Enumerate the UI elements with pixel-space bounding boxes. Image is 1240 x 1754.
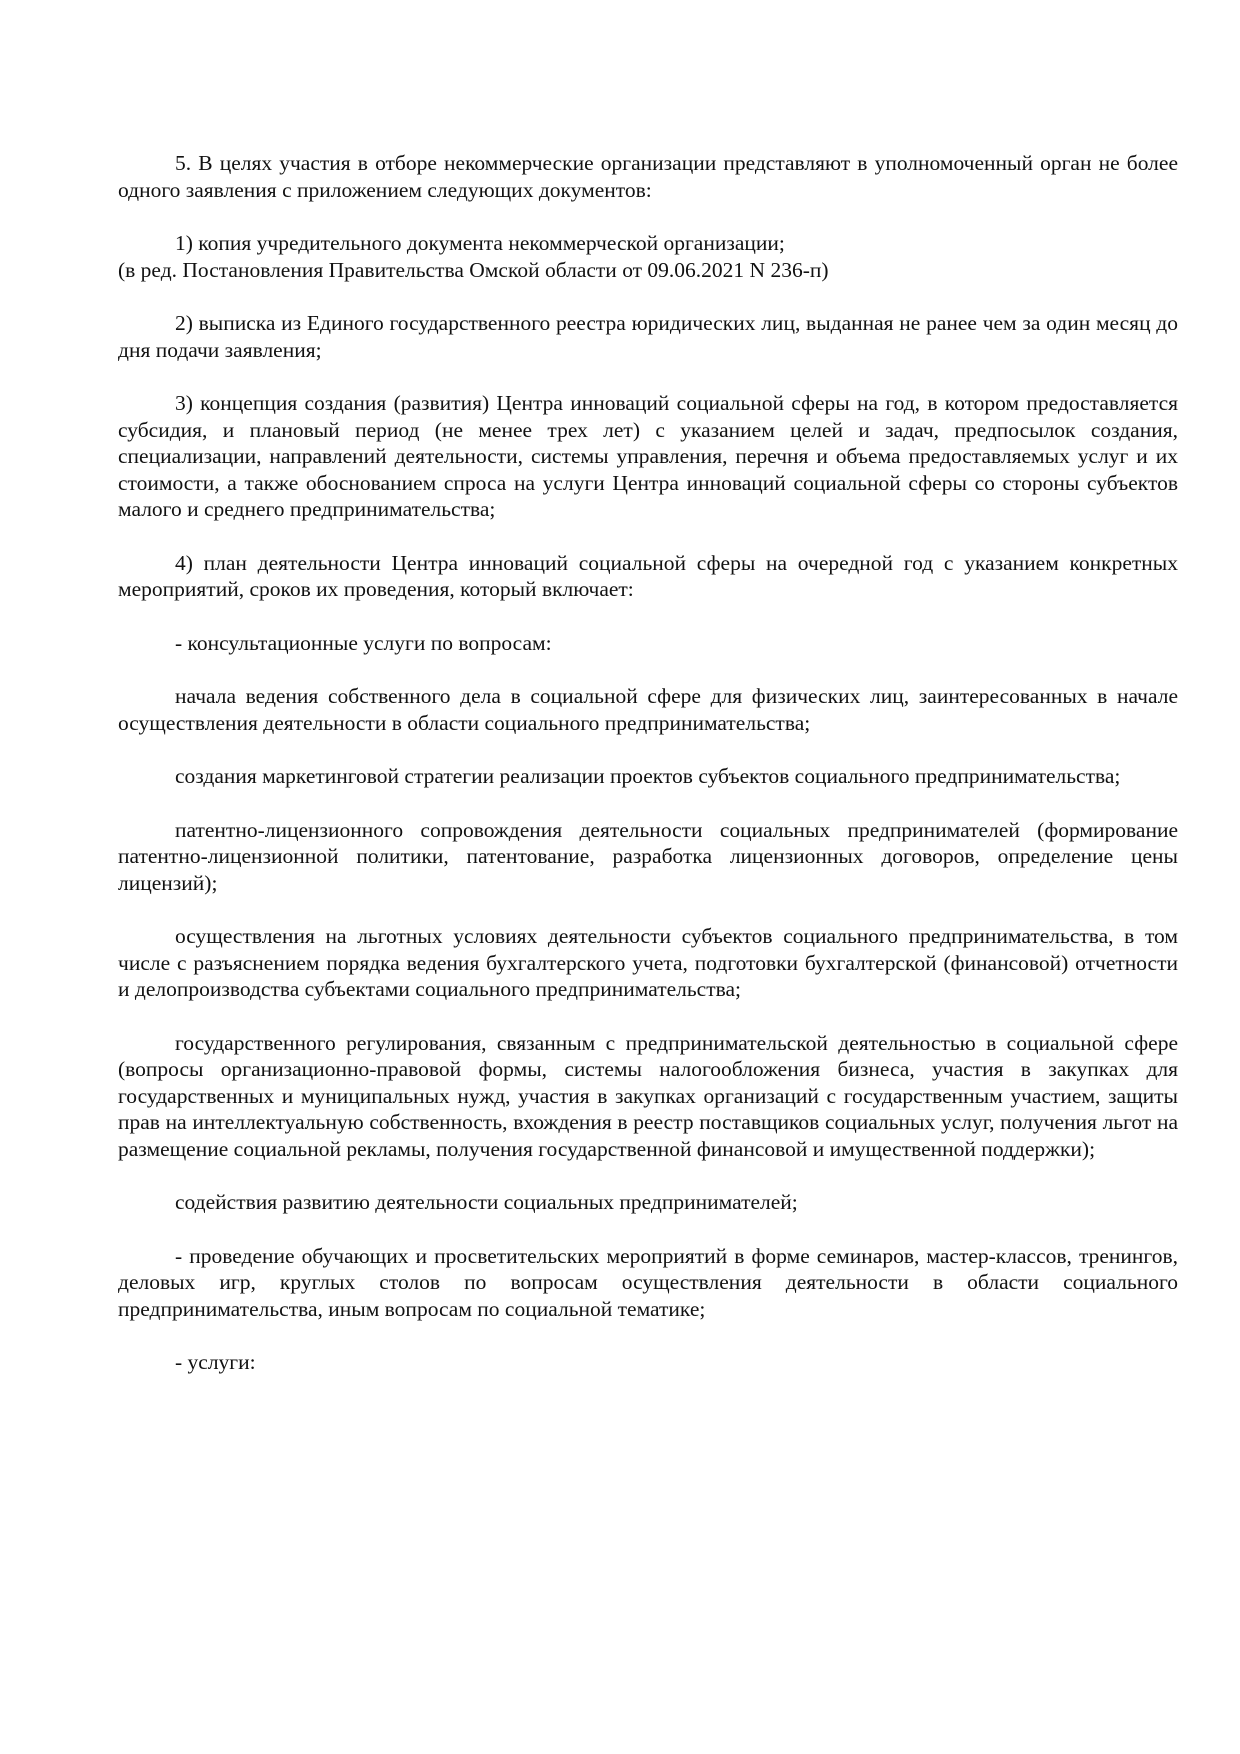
paragraph-consulting-business-start: начала ведения собственного дела в социальной сфере для физических лиц, заинтересованных в начале осуществления деятельности в области социального предпринимательства; <box>118 684 1178 735</box>
paragraph-training-events: - проведение обучающих и просветительских мероприятий в форме семинаров, мастер-классов, тренингов, деловых игр, круглых столов по вопросам осуществления деятельности в области социального предпринимательства, иным вопросам по социальной тематике; <box>118 1243 1178 1321</box>
paragraph-item-5-3: 3) концепция создания (развития) Центра инноваций социальной сферы на год, в котором предоставляется субсидия, и плановый период (не менее трех лет) с указанием целей и задач, предпосылок создания, специализации, направлений деятельности, системы управления, перечня и объема предоставляемых услуг и их стоимости, а также обоснованием спроса на услуги Центра инноваций социальной сферы со стороны субъектов малого и среднего предпринимательства; <box>118 391 1178 521</box>
paragraph-consulting-services: - консультационные услуги по вопросам: <box>175 630 552 655</box>
paragraph-text: 1) копия учредительного документа некоммерческой организации; <box>175 231 785 255</box>
paragraph-consulting-preferential: осуществления на льготных условиях деятельности субъектов социального предпринимательства, в том числе с разъяснением порядка ведения бухгалтерского учета, подготовки бухгалтерской (финансовой) отчетности и делопроизводства субъектами социального предпринимательства; <box>118 924 1178 1001</box>
paragraph-consulting-marketing: создания маркетинговой стратегии реализации проектов субъектов социального предпринимательства; <box>175 764 1121 788</box>
paragraph-item-5-2: 2) выписка из Единого государственного реестра юридических лиц, выданная не ранее чем за один месяц до дня подачи заявления; <box>118 311 1178 362</box>
amendment-note: (в ред. Постановления Правительства Омской области от 09.06.2021 N 236-п) <box>118 257 829 282</box>
paragraph-consulting-patent: патентно-лицензионного сопровождения деятельности социальных предпринимателей (формирование патентно-лицензионной политики, патентование, разработка лицензионных договоров, определение цены лицензий); <box>118 817 1178 895</box>
paragraph-item-5-4: 4) план деятельности Центра инноваций социальной сферы на очередной год с указанием конкретных мероприятий, сроков их проведения, который включает: <box>118 550 1178 601</box>
paragraph-services: - услуги: <box>175 1350 256 1374</box>
paragraph-consulting-state-regulation: государственного регулирования, связанным с предпринимательской деятельностью в социальной сфере (вопросы организационно-правовой формы, системы налогообложения бизнеса, участия в закупках для государственных и муниципальных нужд, участия в закупках организаций с государственным участием, защиты прав на интеллектуальную собственность, вхождения в реестр поставщиков социальных услуг, получения льгот на размещение социальной рекламы, получения государственной финансовой и имущественной поддержки); <box>118 1030 1178 1161</box>
paragraph-consulting-development: содействия развитию деятельности социальных предпринимателей; <box>175 1190 798 1214</box>
document-page <box>118 150 1178 1403</box>
paragraph-item-5-1 <box>118 230 1178 283</box>
paragraph-item-5: 5. В целях участия в отборе некоммерческие организации представляют в уполномоченный орган не более одного заявления с приложением следующих документов: <box>118 151 1178 202</box>
